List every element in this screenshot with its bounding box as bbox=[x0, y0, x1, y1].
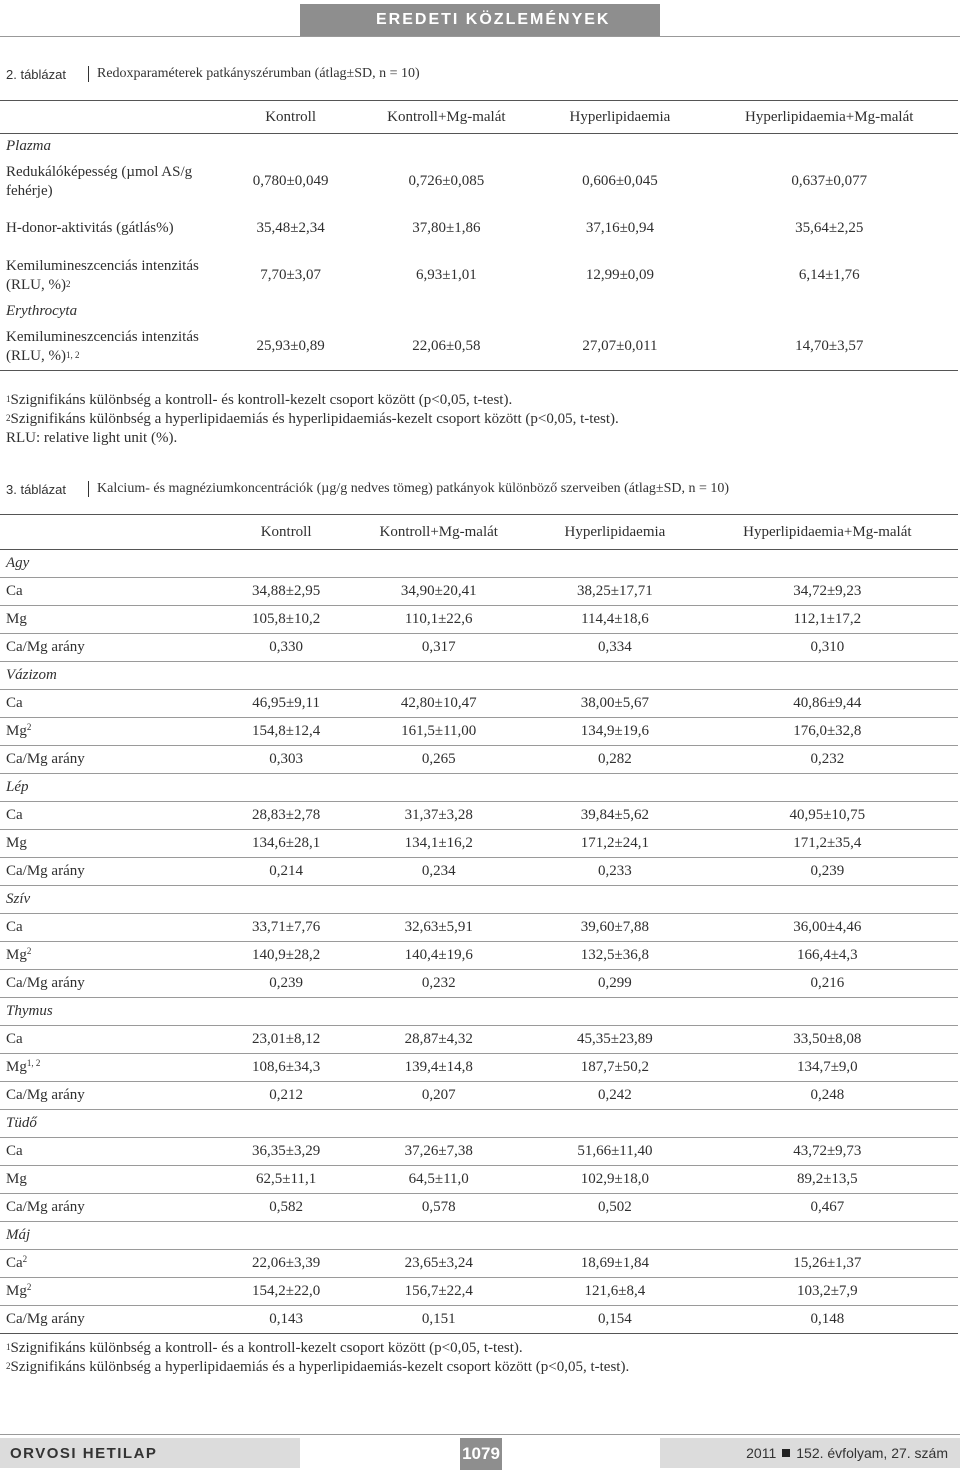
table-cell: 37,80±1,86 bbox=[412, 220, 481, 236]
section-row bbox=[0, 774, 958, 802]
section-row bbox=[0, 1110, 958, 1138]
table3-caption bbox=[6, 481, 729, 497]
table-cell: 0,502 bbox=[598, 1199, 632, 1215]
table-cell: 36,00±4,46 bbox=[793, 919, 862, 935]
table-cell: 171,2±24,1 bbox=[580, 835, 650, 851]
section-title: EREDETI KÖZLEMÉNYEK bbox=[376, 11, 611, 28]
table-cell: 134,7±9,0 bbox=[796, 1059, 858, 1075]
table-cell: 25,93±0,89 bbox=[256, 338, 325, 354]
table-cell: 156,7±22,4 bbox=[404, 1283, 473, 1299]
table-cell: 0,578 bbox=[421, 1199, 456, 1215]
table-row bbox=[0, 718, 958, 746]
table-cell: 23,01±8,12 bbox=[252, 1031, 321, 1047]
table-cell: 0,303 bbox=[269, 751, 303, 767]
table-cell: 12,99±0,09 bbox=[585, 267, 655, 283]
section-label: Tüdő bbox=[6, 1115, 37, 1131]
volume: 152. évfolyam, 27. szám bbox=[796, 1445, 948, 1461]
table2-caption-text: Redoxparaméterek patkányszérumban (átlag±SD, n = 10) bbox=[97, 66, 420, 81]
table-cell: 22,06±3,39 bbox=[252, 1255, 321, 1271]
footnote: $^2$Szignifikáns különbség a hyperlipidaemiás és a hyperlipidaemiás-kezelt csoport között (p<0,05, t-test). bbox=[6, 1359, 630, 1375]
table-cell: 0,317 bbox=[421, 639, 456, 655]
table-cell: 33,71±7,76 bbox=[252, 919, 321, 935]
table-row bbox=[0, 830, 958, 858]
row-label: Mg$^2$ bbox=[6, 722, 32, 739]
table-row bbox=[0, 158, 958, 205]
caption-divider bbox=[88, 481, 89, 497]
row-label: Ca bbox=[6, 1143, 23, 1159]
table-cell: 6,14±1,76 bbox=[798, 267, 860, 283]
table2-caption bbox=[6, 66, 420, 82]
table-header-row bbox=[0, 101, 958, 134]
table-cell: 134,6±28,1 bbox=[252, 835, 321, 851]
row-label: Mg bbox=[6, 835, 27, 851]
footer-divider bbox=[0, 1434, 960, 1435]
section-label: Agy bbox=[6, 555, 30, 571]
table-row bbox=[0, 1250, 958, 1278]
column-header: Hyperlipidaemia+Mg-malát bbox=[745, 108, 914, 125]
table-cell: 40,95±10,75 bbox=[789, 807, 866, 823]
table-cell: 35,48±2,34 bbox=[256, 220, 325, 236]
table-cell: 39,84±5,62 bbox=[580, 807, 650, 823]
table-cell: 34,72±9,23 bbox=[793, 583, 862, 599]
table-row bbox=[0, 1054, 958, 1082]
section-label: Lép bbox=[6, 779, 29, 795]
row-label: Ca bbox=[6, 807, 23, 823]
table-cell: 0,330 bbox=[269, 639, 303, 655]
row-label: Ca$^2$ bbox=[6, 1254, 28, 1271]
table-cell: 42,80±10,47 bbox=[400, 695, 477, 711]
table-cell: 40,86±9,44 bbox=[793, 695, 862, 711]
redox-table bbox=[0, 100, 958, 371]
table-cell: 134,1±16,2 bbox=[404, 835, 473, 851]
table-row bbox=[0, 323, 958, 371]
row-label: Mg bbox=[6, 1171, 27, 1187]
section-label: Szív bbox=[6, 891, 31, 907]
table-row bbox=[0, 1194, 958, 1222]
table-cell: 45,35±23,89 bbox=[577, 1031, 653, 1047]
table-cell: 108,6±34,3 bbox=[252, 1059, 321, 1075]
table-row bbox=[0, 1138, 958, 1166]
table-cell: 121,6±8,4 bbox=[584, 1283, 646, 1299]
table-cell: 0,248 bbox=[810, 1087, 845, 1103]
table-cell: 22,06±0,58 bbox=[412, 338, 481, 354]
table-row bbox=[0, 858, 958, 886]
row-label: Mg bbox=[6, 611, 27, 627]
table-cell: 7,70±3,07 bbox=[260, 267, 321, 283]
row-label: Kemilumineszcenciás intenzitás (RLU, %)$^{1, 2}$ bbox=[6, 328, 199, 364]
header-blank bbox=[0, 515, 228, 550]
table-cell: 0,148 bbox=[810, 1311, 845, 1327]
caption-divider bbox=[88, 66, 89, 82]
row-label: Ca/Mg arány bbox=[6, 1311, 85, 1327]
column-header: Kontroll bbox=[265, 108, 317, 125]
table-cell: 176,0±32,8 bbox=[793, 723, 862, 739]
section-row bbox=[0, 1222, 958, 1250]
table-cell: 37,26±7,38 bbox=[404, 1143, 473, 1159]
table-cell: 114,4±18,6 bbox=[581, 611, 649, 627]
table-cell: 46,95±9,11 bbox=[252, 695, 320, 711]
table-cell: 28,87±4,32 bbox=[404, 1031, 473, 1047]
table-cell: 0,299 bbox=[598, 975, 632, 991]
table-cell: 0,233 bbox=[598, 863, 632, 879]
table-row bbox=[0, 606, 958, 634]
table-cell: 38,25±17,71 bbox=[577, 583, 653, 599]
table-cell: 62,5±11,1 bbox=[256, 1171, 317, 1187]
column-header: Hyperlipidaemia+Mg-malát bbox=[743, 523, 912, 540]
table-cell: 35,64±2,25 bbox=[795, 220, 864, 236]
row-label: Ca bbox=[6, 583, 23, 599]
section-banner bbox=[300, 4, 660, 36]
table-cell: 0,637±0,077 bbox=[791, 173, 868, 189]
table-cell: 51,66±11,40 bbox=[577, 1143, 653, 1159]
table-cell: 140,9±28,2 bbox=[252, 947, 321, 963]
table-cell: 14,70±3,57 bbox=[795, 338, 864, 354]
table-cell: 0,242 bbox=[598, 1087, 632, 1103]
row-label: Ca bbox=[6, 695, 23, 711]
table-row bbox=[0, 914, 958, 942]
table-cell: 31,37±3,28 bbox=[404, 807, 473, 823]
table-row bbox=[0, 1278, 958, 1306]
column-header: Kontroll bbox=[260, 523, 312, 540]
table-cell: 140,4±19,6 bbox=[404, 947, 473, 963]
table-cell: 139,4±14,8 bbox=[404, 1059, 473, 1075]
table-cell: 33,50±8,08 bbox=[793, 1031, 862, 1047]
table-cell: 34,90±20,41 bbox=[400, 583, 477, 599]
table-cell: 38,00±5,67 bbox=[580, 695, 650, 711]
section-label: Vázizom bbox=[6, 667, 57, 683]
table-cell: 0,282 bbox=[598, 751, 632, 767]
table-cell: 154,8±12,4 bbox=[252, 723, 321, 739]
row-label: Ca/Mg arány bbox=[6, 1087, 85, 1103]
footnote: $^1$Szignifikáns különbség a kontroll- és kontroll-kezelt csoport között (p<0,05, t-test). bbox=[6, 392, 513, 408]
table-cell: 132,5±36,8 bbox=[580, 947, 650, 963]
column-header: Kontroll+Mg-malát bbox=[379, 523, 498, 540]
row-label: Mg$^2$ bbox=[6, 1282, 32, 1299]
issue-info bbox=[660, 1438, 960, 1468]
table-cell: 18,69±1,84 bbox=[580, 1255, 650, 1271]
table-cell: 0,467 bbox=[810, 1199, 845, 1215]
footnote: $^2$Szignifikáns különbség a hyperlipidaemiás és hyperlipidaemiás-kezelt csoport között (p<0,05, t-test). bbox=[6, 411, 619, 427]
table-cell: 0,232 bbox=[421, 975, 456, 991]
row-label: Ca/Mg arány bbox=[6, 975, 85, 991]
table-cell: 134,9±19,6 bbox=[580, 723, 650, 739]
table-row bbox=[0, 746, 958, 774]
section-row bbox=[0, 886, 958, 914]
table-cell: 6,93±1,01 bbox=[415, 267, 477, 283]
row-label: Mg$^2$ bbox=[6, 946, 32, 963]
row-label: Ca bbox=[6, 919, 23, 935]
section-row bbox=[0, 662, 958, 690]
square-bullet-icon bbox=[782, 1449, 790, 1457]
row-label: Kemilumineszcenciás intenzitás (RLU, %)$^2$ bbox=[6, 257, 199, 293]
header-blank bbox=[0, 101, 228, 134]
table-cell: 0,726±0,085 bbox=[408, 173, 485, 189]
footnote: RLU: relative light unit (%). bbox=[6, 430, 178, 446]
table-cell: 0,151 bbox=[421, 1311, 456, 1327]
table-cell: 32,63±5,91 bbox=[404, 919, 473, 935]
section-row bbox=[0, 550, 958, 578]
row-label: Ca/Mg arány bbox=[6, 863, 85, 879]
table-cell: 89,2±13,5 bbox=[796, 1171, 858, 1187]
section-row bbox=[0, 998, 958, 1026]
table-cell: 102,9±18,0 bbox=[580, 1171, 650, 1187]
table-cell: 0,207 bbox=[421, 1087, 456, 1103]
journal-name: ORVOSI HETILAP bbox=[0, 1438, 300, 1468]
page-number: 1079 bbox=[460, 1438, 502, 1470]
footnote: $^1$Szignifikáns különbség a kontroll- és a kontroll-kezelt csoport között (p<0,05, t-test). bbox=[6, 1340, 523, 1356]
table-row bbox=[0, 252, 958, 299]
section-label: Thymus bbox=[6, 1003, 53, 1019]
table-cell: 23,65±3,24 bbox=[404, 1255, 473, 1271]
table3-caption-number: 3. táblázat bbox=[6, 481, 66, 497]
table-cell: 154,2±22,0 bbox=[252, 1283, 321, 1299]
table-cell: 0,265 bbox=[421, 751, 456, 767]
table-cell: 27,07±0,011 bbox=[582, 338, 658, 354]
column-header: Hyperlipidaemia bbox=[564, 523, 666, 540]
table-cell: 0,212 bbox=[269, 1087, 303, 1103]
row-label: Ca/Mg arány bbox=[6, 1199, 85, 1215]
row-label: Redukálóképesség (µmol AS/g fehérje) bbox=[6, 163, 193, 199]
section-row bbox=[0, 299, 958, 323]
table-cell: 34,88±2,95 bbox=[252, 583, 321, 599]
table-cell: 37,16±0,94 bbox=[585, 220, 655, 236]
table-cell: 0,239 bbox=[269, 975, 303, 991]
table-cell: 0,582 bbox=[269, 1199, 303, 1215]
section-label: Plazma bbox=[6, 137, 51, 154]
table-cell: 15,26±1,37 bbox=[793, 1255, 862, 1271]
year: 2011 bbox=[746, 1445, 777, 1461]
table-row bbox=[0, 1166, 958, 1194]
row-label: Ca/Mg arány bbox=[6, 639, 85, 655]
table-row bbox=[0, 970, 958, 998]
table2-caption-number: 2. táblázat bbox=[6, 66, 66, 82]
table-cell: 0,334 bbox=[598, 639, 632, 655]
table-cell: 0,216 bbox=[810, 975, 845, 991]
table-cell: 0,606±0,045 bbox=[582, 173, 658, 189]
table-cell: 171,2±35,4 bbox=[793, 835, 862, 851]
table3-notes bbox=[6, 1339, 629, 1377]
column-header: Kontroll+Mg-malát bbox=[387, 108, 506, 125]
table-row bbox=[0, 634, 958, 662]
table-cell: 0,780±0,049 bbox=[252, 173, 329, 189]
table-cell: 161,5±11,00 bbox=[401, 723, 477, 739]
table-row bbox=[0, 1082, 958, 1110]
table-cell: 105,8±10,2 bbox=[252, 611, 321, 627]
table-cell: 112,1±17,2 bbox=[793, 611, 862, 627]
row-label: Ca/Mg arány bbox=[6, 751, 85, 767]
table-header-row bbox=[0, 515, 958, 550]
table-cell: 64,5±11,0 bbox=[408, 1171, 469, 1187]
table-cell: 187,7±50,2 bbox=[580, 1059, 650, 1075]
table-row bbox=[0, 942, 958, 970]
table2-notes bbox=[6, 391, 619, 448]
table-cell: 0,143 bbox=[269, 1311, 303, 1327]
table-row bbox=[0, 690, 958, 718]
section-label: Máj bbox=[6, 1227, 31, 1243]
table-row bbox=[0, 1026, 958, 1054]
table-cell: 0,310 bbox=[810, 639, 845, 655]
table3-caption-text: Kalcium- és magnéziumkoncentrációk (µg/g nedves tömeg) patkányok különböző szerveiben (átlag±SD, n = 10) bbox=[97, 481, 730, 496]
table-row bbox=[0, 205, 958, 252]
table-cell: 110,1±22,6 bbox=[404, 611, 473, 627]
table-row bbox=[0, 802, 958, 830]
section-row bbox=[0, 134, 958, 159]
section-label: Erythrocyta bbox=[6, 302, 78, 319]
table-cell: 36,35±3,29 bbox=[252, 1143, 321, 1159]
table-row bbox=[0, 578, 958, 606]
row-label: H-donor-aktivitás (gátlás%) bbox=[6, 220, 174, 236]
table-cell: 39,60±7,88 bbox=[580, 919, 650, 935]
table-cell: 0,154 bbox=[598, 1311, 632, 1327]
table-cell: 0,214 bbox=[269, 863, 303, 879]
header-divider bbox=[0, 36, 960, 37]
row-label: Mg$^{1, 2}$ bbox=[6, 1058, 41, 1075]
table-cell: 0,234 bbox=[421, 863, 456, 879]
table-cell: 43,72±9,73 bbox=[793, 1143, 862, 1159]
table-cell: 0,239 bbox=[810, 863, 845, 879]
column-header: Hyperlipidaemia bbox=[569, 108, 671, 125]
table-cell: 28,83±2,78 bbox=[252, 807, 321, 823]
table-cell: 0,232 bbox=[810, 751, 845, 767]
table-row bbox=[0, 1306, 958, 1334]
table-cell: 103,2±7,9 bbox=[796, 1283, 858, 1299]
row-label: Ca bbox=[6, 1031, 23, 1047]
calcium-magnesium-table bbox=[0, 514, 958, 1334]
table-cell: 166,4±4,3 bbox=[796, 947, 858, 963]
